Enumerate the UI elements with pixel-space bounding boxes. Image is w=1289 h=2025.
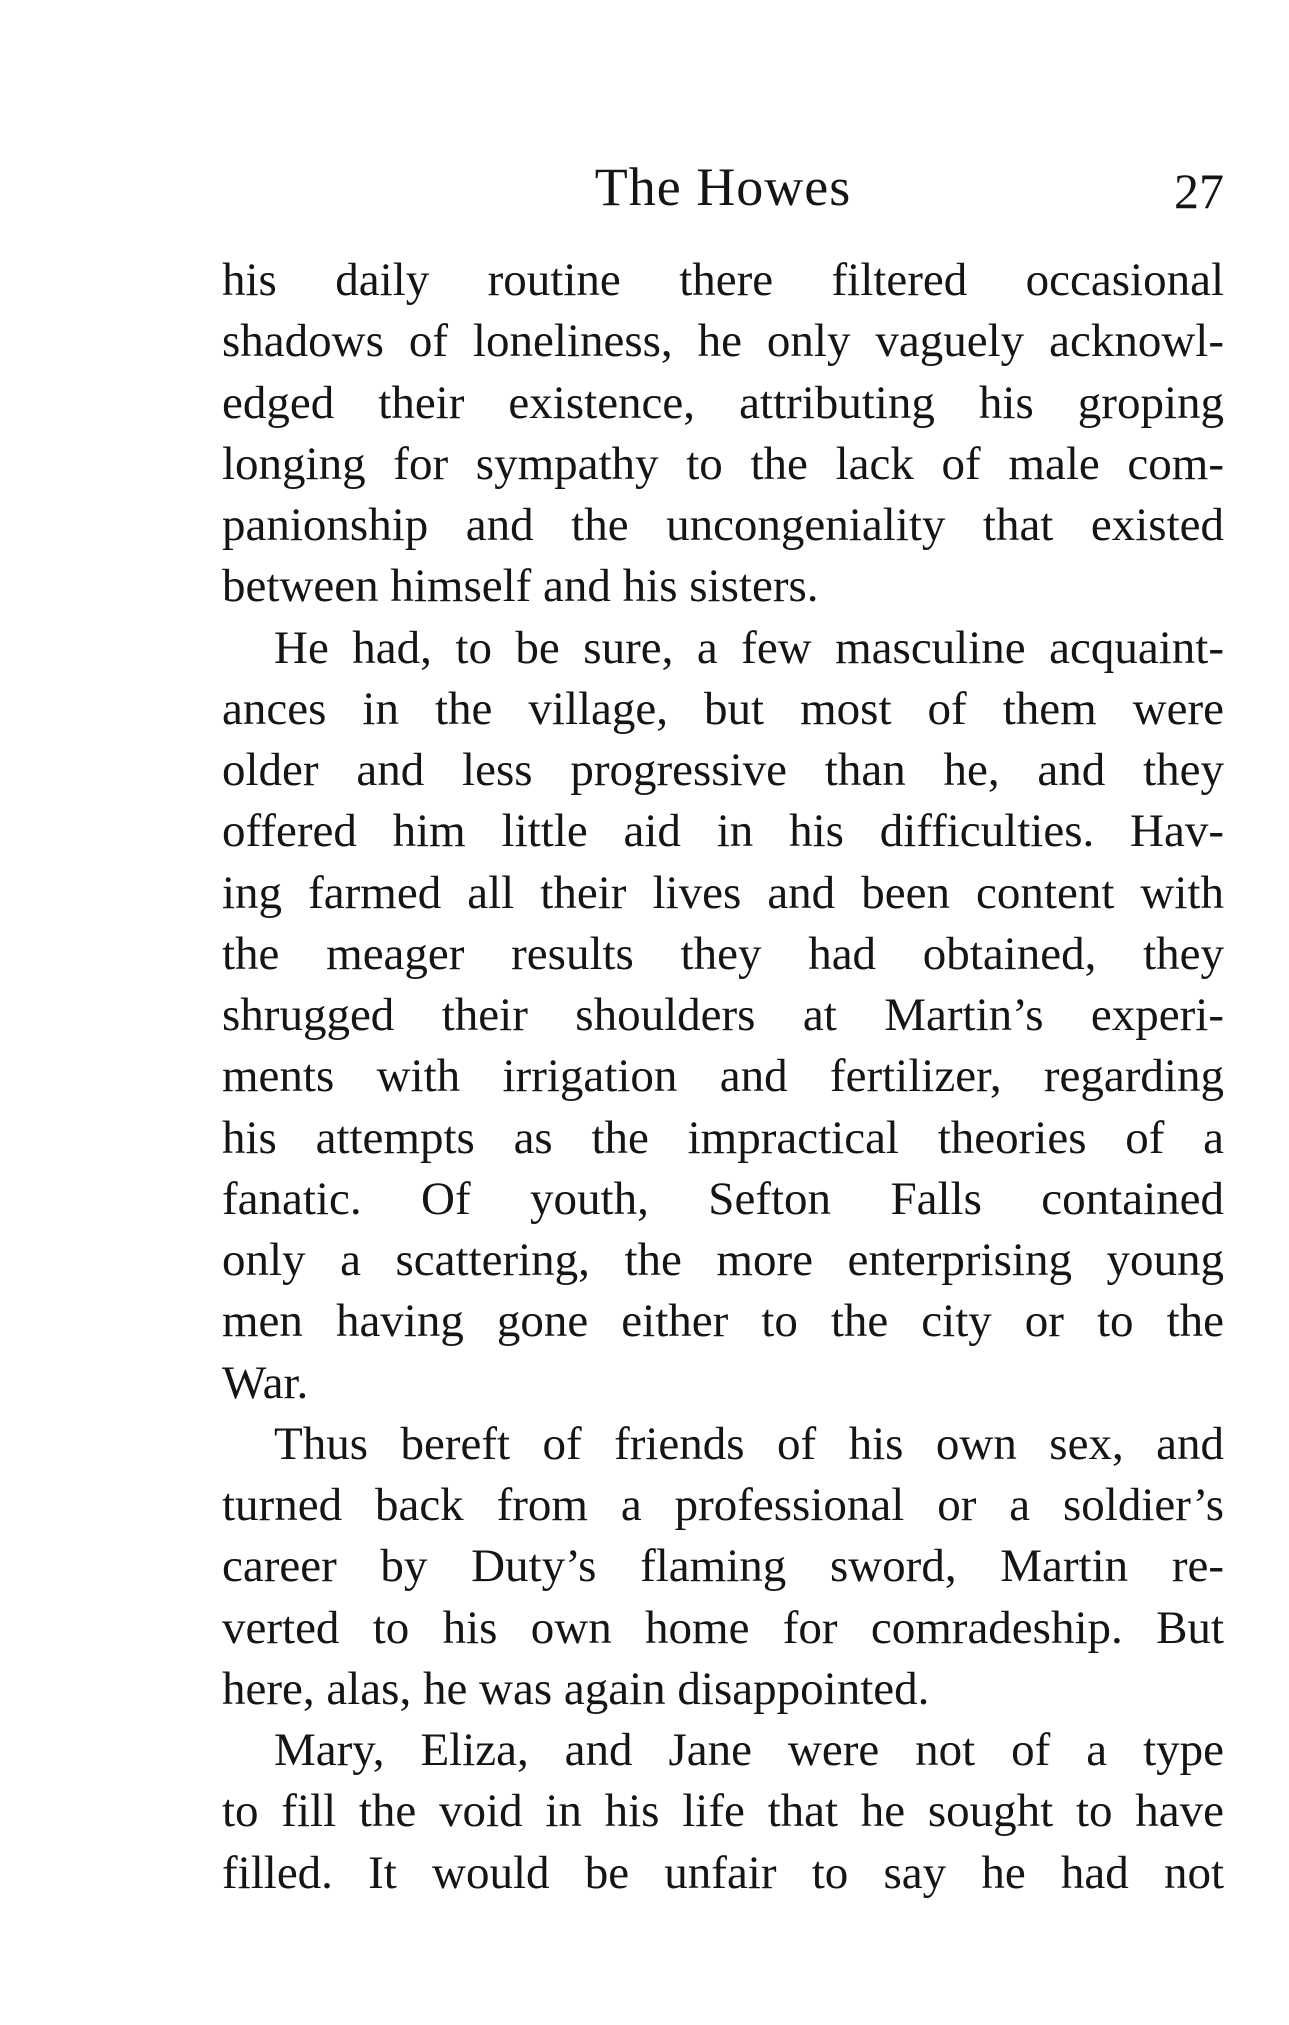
text-line: his attempts as the impractical theories of a — [222, 1111, 1224, 1164]
text-line: men having gone either to the city or to the — [222, 1295, 1224, 1348]
running-title: The Howes — [594, 157, 852, 217]
text-line: fanatic. Of youth, Sefton Falls contained — [222, 1172, 1224, 1225]
text-line: ances in the village, but most of them were — [222, 682, 1224, 735]
text-line: turned back from a professional or a soldier’s — [222, 1479, 1224, 1531]
text-line: to fill the void in his life that he sought to have — [222, 1785, 1224, 1838]
body-text — [222, 250, 1224, 1904]
text-line: panionship and the uncongeniality that existed — [222, 499, 1224, 551]
text-line: the meager results they had obtained, they — [222, 927, 1224, 980]
text-line: He had, to be sure, a few masculine acquaint- — [274, 621, 1224, 674]
text-line: between himself and his sisters. — [222, 560, 819, 613]
page-number: 27 — [1174, 163, 1224, 219]
text-line: verted to his own home for comradeship. But — [222, 1601, 1224, 1654]
text-line: longing for sympathy to the lack of male com- — [222, 437, 1224, 490]
text-line: career by Duty’s flaming sword, Martin re- — [222, 1540, 1224, 1593]
text-line: only a scattering, the more enterprising young — [222, 1234, 1224, 1286]
text-line: older and less progressive than he, and they — [222, 744, 1224, 796]
text-line: here, alas, he was again disappointed. — [222, 1662, 930, 1715]
text-line: ments with irrigation and fertilizer, regarding — [222, 1050, 1224, 1103]
page-header — [222, 152, 1224, 222]
text-line: Mary, Eliza, and Jane were not of a type — [274, 1724, 1224, 1776]
text-line: offered him little aid in his difficulties. Hav- — [222, 805, 1224, 858]
text-line: shrugged their shoulders at Martin’s experi- — [222, 989, 1224, 1041]
text-line: his daily routine there filtered occasional — [222, 254, 1224, 306]
text-line: ing farmed all their lives and been content with — [222, 866, 1224, 919]
text-line: Thus bereft of friends of his own sex, and — [274, 1417, 1224, 1470]
text-line: edged their existence, attributing his groping — [222, 376, 1224, 429]
text-line: filled. It would be unfair to say he had not — [222, 1846, 1224, 1899]
text-line: War. — [222, 1356, 309, 1409]
text-line: shadows of loneliness, he only vaguely acknowl- — [222, 315, 1224, 368]
